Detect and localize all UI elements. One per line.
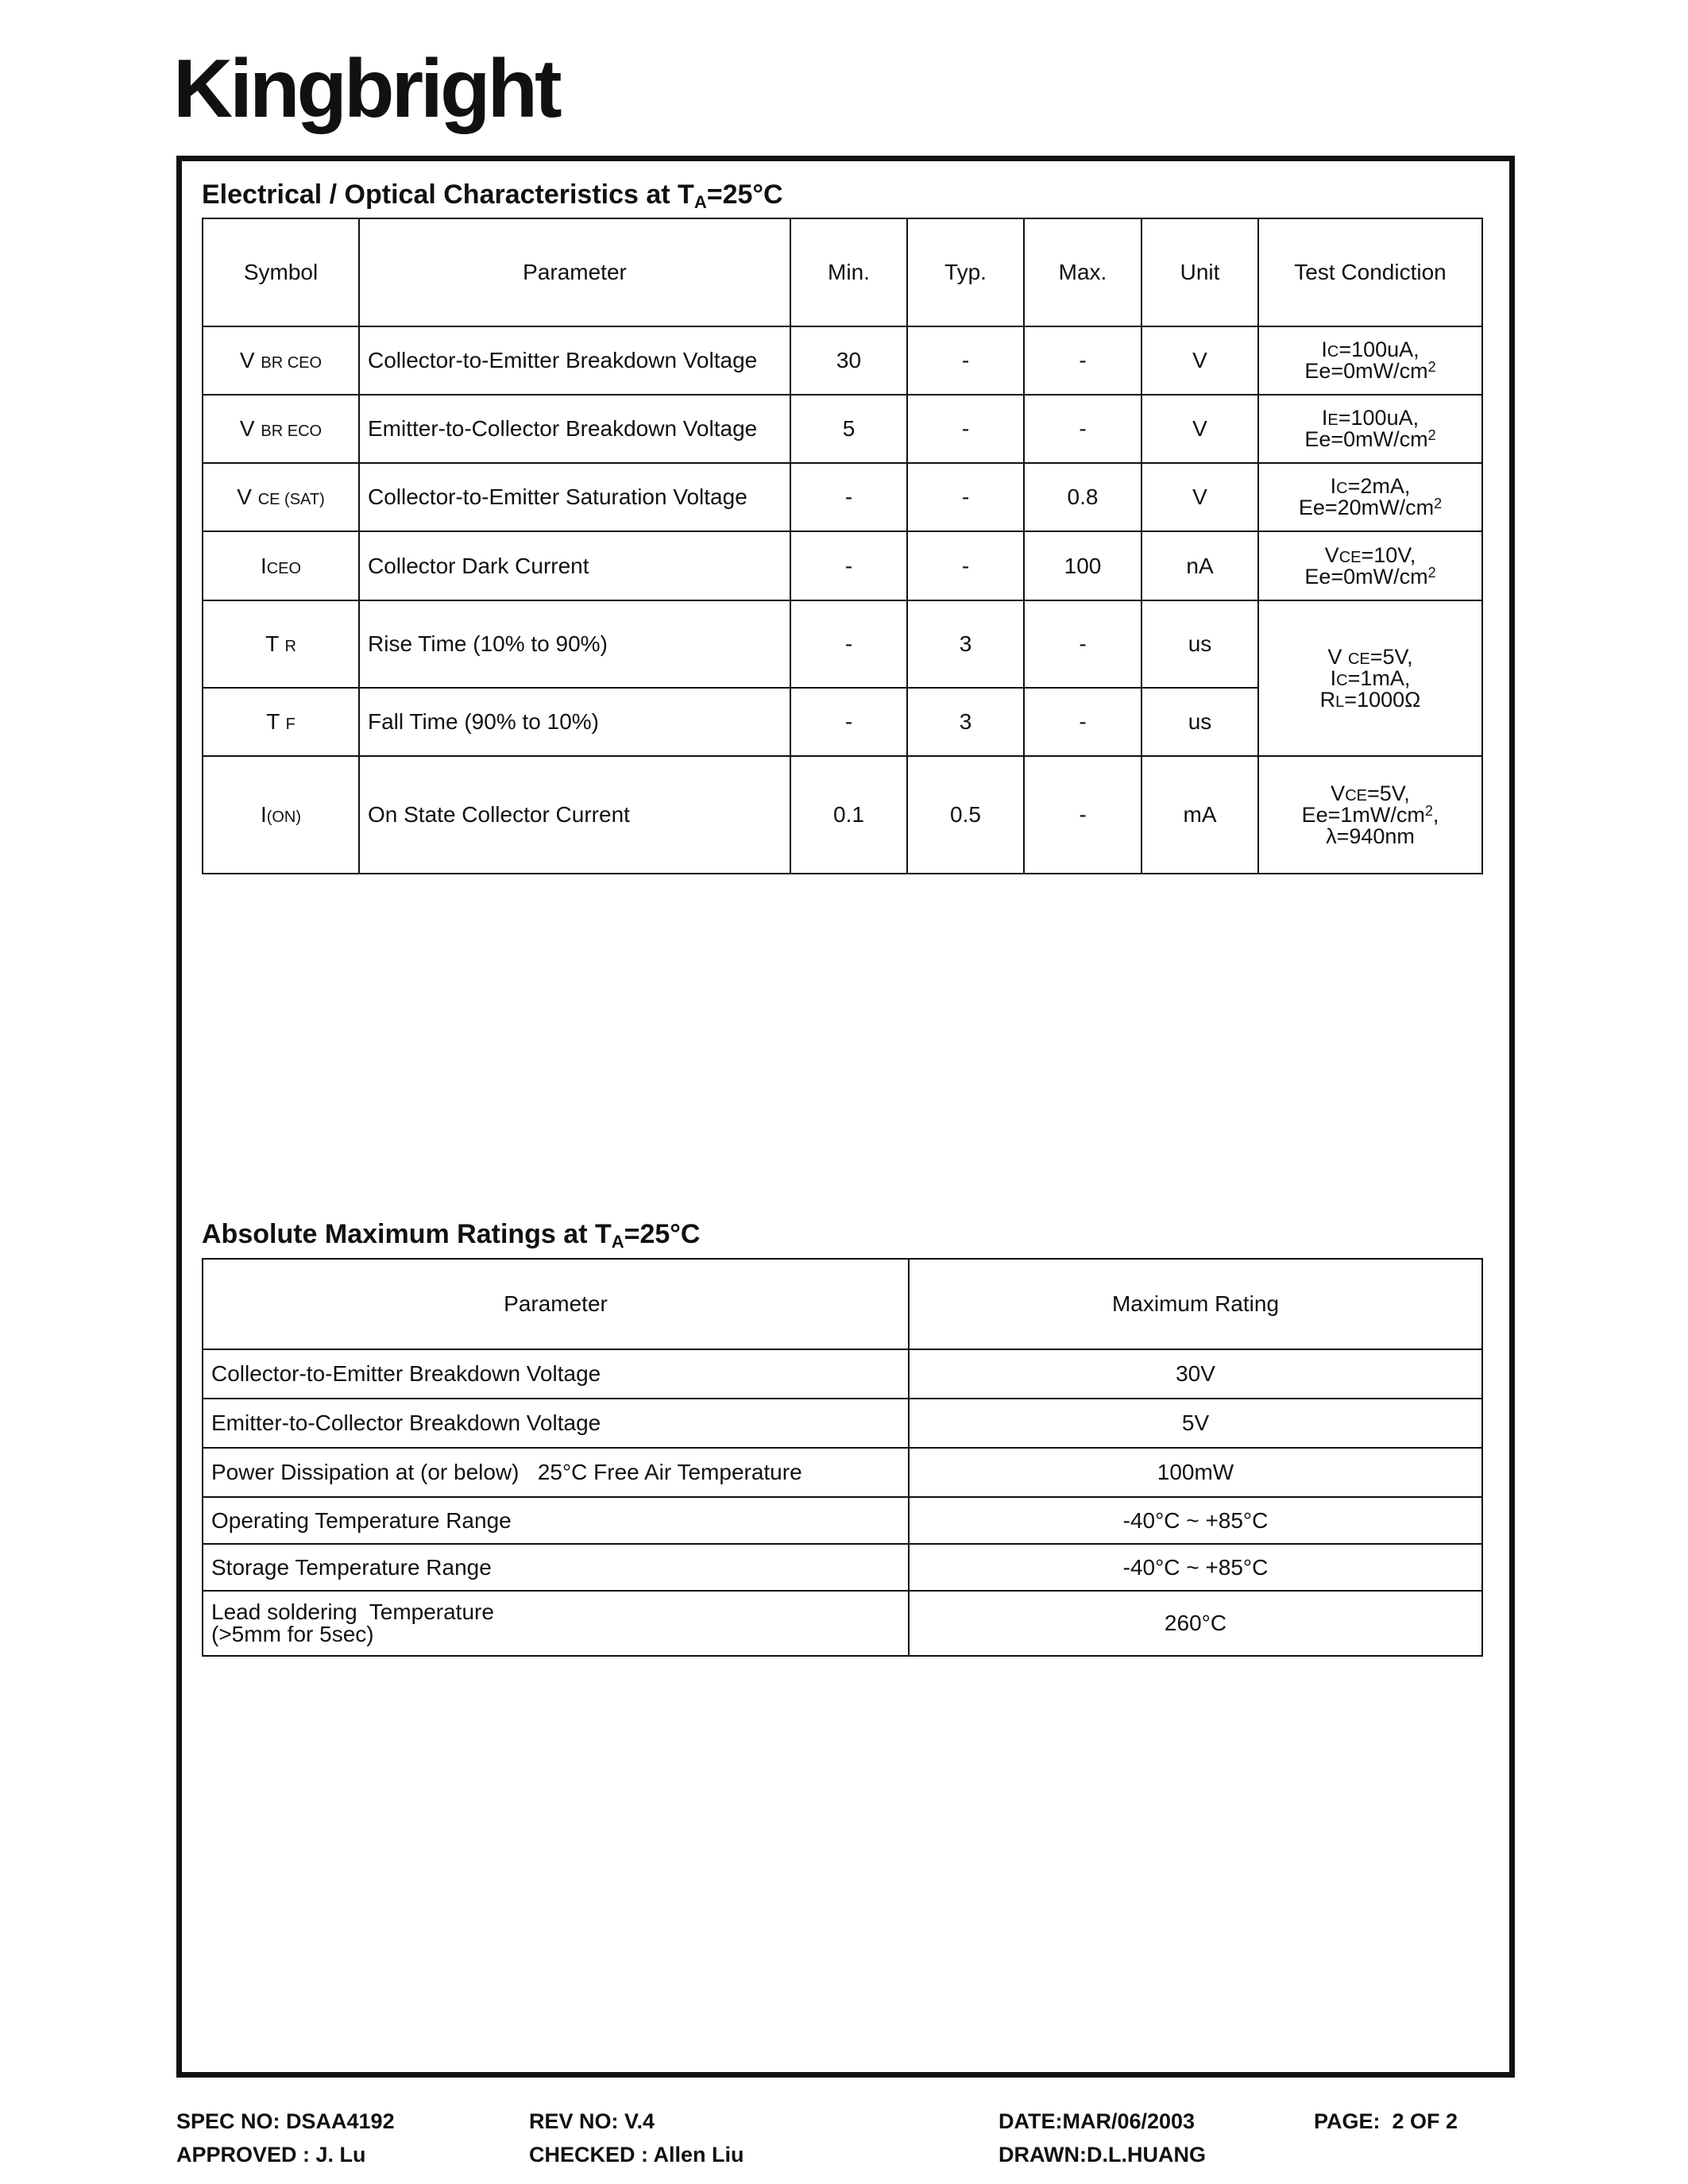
electrical-title-text: Electrical / Optical Characteristics at T xyxy=(202,179,694,210)
header-unit: Unit xyxy=(1141,218,1258,326)
rating-cell: 260°C xyxy=(909,1591,1482,1656)
table-row xyxy=(203,463,1482,531)
typ-cell: - xyxy=(907,531,1024,600)
table-row xyxy=(203,1399,1482,1448)
condition-cell: VCE=10V, $Ee=0mW/cm^2$ xyxy=(1258,531,1482,600)
symbol-cell: T R xyxy=(203,600,359,688)
parameter-cell: Collector Dark Current xyxy=(359,531,790,600)
typ-cell: 3 xyxy=(907,600,1024,688)
rating-cell: 5V xyxy=(909,1399,1482,1448)
table-row xyxy=(203,1448,1482,1497)
rating-cell: -40°C ~ +85°C xyxy=(909,1544,1482,1591)
rating-cell: 30V xyxy=(909,1349,1482,1399)
header-test-condition: Test Condiction xyxy=(1258,218,1482,326)
min-cell: - xyxy=(790,600,907,688)
unit-cell: us xyxy=(1141,600,1258,688)
parameter-cell: Lead soldering Temperature (>5mm for 5sec) xyxy=(203,1591,909,1656)
parameter-cell: Rise Time (10% to 90%) xyxy=(359,600,790,688)
approved-by: APPROVED : J. Lu xyxy=(176,2143,366,2167)
absmax-title-end: =25°C xyxy=(624,1219,701,1249)
header-min: Min. xyxy=(790,218,907,326)
max-cell: 0.8 xyxy=(1024,463,1141,531)
table-row xyxy=(203,1544,1482,1591)
drawn-by: DRAWN:D.L.HUANG xyxy=(999,2143,1206,2167)
symbol-cell: ICEO xyxy=(203,531,359,600)
spec-number: SPEC NO: DSAA4192 xyxy=(176,2109,395,2133)
symbol-cell: V CE (SAT) xyxy=(203,463,359,531)
header-parameter: Parameter xyxy=(359,218,790,326)
brand-logo: Kingbright xyxy=(173,43,559,135)
max-cell: - xyxy=(1024,326,1141,395)
switching-condition-cell: V CE=5V, IC=1mA, RL=1000Ω xyxy=(1258,600,1482,756)
min-cell: 5 xyxy=(790,395,907,463)
table-row xyxy=(203,756,1482,874)
parameter-cell: Operating Temperature Range xyxy=(203,1497,909,1544)
table-header-row xyxy=(203,218,1482,326)
table-row xyxy=(203,326,1482,395)
parameter-cell: Collector-to-Emitter Breakdown Voltage xyxy=(359,326,790,395)
revision-number: REV NO: V.4 xyxy=(529,2109,655,2133)
table-header-row xyxy=(203,1259,1482,1349)
unit-cell: mA xyxy=(1141,756,1258,874)
typ-cell: - xyxy=(907,463,1024,531)
header-max: Max. xyxy=(1024,218,1141,326)
condition-cell: IE=100uA, $Ee=0mW/cm^2$ xyxy=(1258,395,1482,463)
parameter-cell: Storage Temperature Range xyxy=(203,1544,909,1591)
header-symbol: Symbol xyxy=(203,218,359,326)
parameter-cell: Emitter-to-Collector Breakdown Voltage xyxy=(203,1399,909,1448)
table-row xyxy=(203,531,1482,600)
rating-cell: 100mW xyxy=(909,1448,1482,1497)
parameter-cell: Collector-to-Emitter Breakdown Voltage xyxy=(203,1349,909,1399)
table-row xyxy=(203,1591,1482,1656)
header-parameter: Parameter xyxy=(203,1259,909,1349)
condition-cell: IC=2mA, $Ee=20mW/cm^2$ xyxy=(1258,463,1482,531)
parameter-cell: Emitter-to-Collector Breakdown Voltage xyxy=(359,395,790,463)
page-number: PAGE: 2 OF 2 xyxy=(1314,2109,1458,2133)
max-cell: - xyxy=(1024,395,1141,463)
table-row xyxy=(203,395,1482,463)
unit-cell: V xyxy=(1141,326,1258,395)
typ-cell: - xyxy=(907,395,1024,463)
min-cell: 30 xyxy=(790,326,907,395)
checked-by: CHECKED : Allen Liu xyxy=(529,2143,744,2167)
unit-cell: us xyxy=(1141,688,1258,756)
typ-cell: - xyxy=(907,326,1024,395)
rating-cell: -40°C ~ +85°C xyxy=(909,1497,1482,1544)
symbol-cell: I(ON) xyxy=(203,756,359,874)
parameter-cell: Collector-to-Emitter Saturation Voltage xyxy=(359,463,790,531)
symbol-cell: V BR CEO xyxy=(203,326,359,395)
table-row xyxy=(203,1497,1482,1544)
typ-cell: 3 xyxy=(907,688,1024,756)
unit-cell: V xyxy=(1141,463,1258,531)
max-cell: - xyxy=(1024,756,1141,874)
table-row xyxy=(203,1349,1482,1399)
electrical-title xyxy=(202,181,783,211)
header-maximum-rating: Maximum Rating xyxy=(909,1259,1482,1349)
symbol-cell: V BR ECO xyxy=(203,395,359,463)
on-state-condition-cell: VCE=5V, $Ee=1mW/cm^2$, λ=940nm xyxy=(1258,756,1482,874)
typ-cell: 0.5 xyxy=(907,756,1024,874)
unit-cell: V xyxy=(1141,395,1258,463)
min-cell: 0.1 xyxy=(790,756,907,874)
absmax-title xyxy=(202,1221,700,1251)
symbol-cell: T F xyxy=(203,688,359,756)
date: DATE:MAR/06/2003 xyxy=(999,2109,1196,2133)
max-cell: - xyxy=(1024,688,1141,756)
min-cell: - xyxy=(790,531,907,600)
parameter-cell: On State Collector Current xyxy=(359,756,790,874)
absmax-table xyxy=(202,1258,1483,1657)
min-cell: - xyxy=(790,463,907,531)
min-cell: - xyxy=(790,688,907,756)
condition-cell: IC=100uA, $Ee=0mW/cm^2$ xyxy=(1258,326,1482,395)
table-row xyxy=(203,600,1482,688)
absmax-title-text: Absolute Maximum Ratings at T xyxy=(202,1219,612,1249)
parameter-cell: Power Dissipation at (or below) 25°C Free Air Temperature xyxy=(203,1448,909,1497)
unit-cell: nA xyxy=(1141,531,1258,600)
electrical-table xyxy=(202,218,1483,874)
footer xyxy=(176,2109,1519,2176)
absmax-title-sub: A xyxy=(611,1232,624,1252)
electrical-title-end: =25°C xyxy=(706,179,783,210)
electrical-title-sub: A xyxy=(693,192,707,212)
header-typ: Typ. xyxy=(907,218,1024,326)
parameter-cell: Fall Time (90% to 10%) xyxy=(359,688,790,756)
max-cell: 100 xyxy=(1024,531,1141,600)
max-cell: - xyxy=(1024,600,1141,688)
